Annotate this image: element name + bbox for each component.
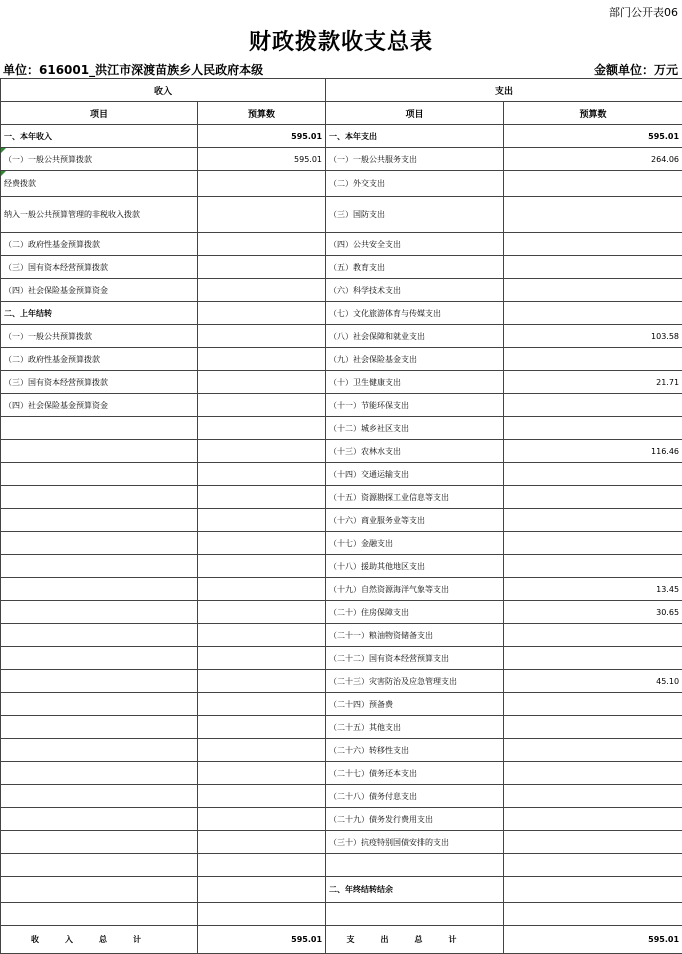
expense-item-cell: （二十七）债务还本支出: [326, 762, 504, 785]
income-item-cell: [1, 417, 198, 440]
expense-item-cell: （十）卫生健康支出: [326, 371, 504, 394]
expense-item-cell: （十九）自然资源海洋气象等支出: [326, 578, 504, 601]
expense-item-cell: 一、本年支出: [326, 125, 504, 148]
income-budget-cell: [198, 785, 326, 808]
expense-item-cell: （十八）援助其他地区支出: [326, 555, 504, 578]
expense-budget-cell: [504, 739, 682, 762]
income-item-cell: [1, 601, 198, 624]
section-header-row: [1, 79, 682, 102]
expense-item-cell: [326, 854, 504, 877]
expense-item-cell: 二、年终结转结余: [326, 877, 504, 903]
expense-item-cell: （二十三）灾害防治及应急管理支出: [326, 670, 504, 693]
income-budget-cell: [198, 486, 326, 509]
income-item-cell: （一）一般公共预算拨款: [1, 325, 198, 348]
income-item-cell: [1, 670, 198, 693]
income-item-header: 项目: [1, 102, 198, 125]
table-row: [1, 417, 682, 440]
income-budget-cell: [198, 831, 326, 854]
table-row: [1, 831, 682, 854]
unit-organization: 单位：616001_洪江市深渡苗族乡人民政府本级: [3, 61, 263, 78]
expense-budget-cell: [504, 785, 682, 808]
income-item-cell: [1, 785, 198, 808]
expense-item-cell: [326, 903, 504, 926]
table-row: [1, 463, 682, 486]
table-row: [1, 693, 682, 716]
income-item-cell: [1, 903, 198, 926]
income-budget-cell: [198, 440, 326, 463]
table-row: [1, 233, 682, 256]
income-item-cell: [1, 555, 198, 578]
expense-budget-cell: 116.46: [504, 440, 682, 463]
income-budget-cell: [198, 716, 326, 739]
table-row: [1, 125, 682, 148]
expense-budget-cell: 45.10: [504, 670, 682, 693]
income-budget-cell: [198, 302, 326, 325]
expense-item-cell: （二十九）债务发行费用支出: [326, 808, 504, 831]
table-row: [1, 279, 682, 302]
expense-budget-cell: [504, 693, 682, 716]
income-budget-cell: [198, 171, 326, 197]
table-row: [1, 785, 682, 808]
expense-budget-cell: [504, 716, 682, 739]
income-budget-cell: [198, 555, 326, 578]
income-budget-cell: [198, 624, 326, 647]
expense-budget-cell: [504, 348, 682, 371]
expense-item-cell: （十三）农林水支出: [326, 440, 504, 463]
income-budget-cell: [198, 371, 326, 394]
unit-money: 金额单位：万元: [594, 61, 678, 78]
expense-budget-header: 预算数: [504, 102, 682, 125]
page-title: 财政拨款收支总表: [0, 25, 682, 56]
expense-section-header: 支出: [326, 79, 682, 102]
expense-budget-cell: [504, 233, 682, 256]
expense-item-cell: （十六）商业服务业等支出: [326, 509, 504, 532]
income-budget-cell: [198, 647, 326, 670]
income-item-cell: （二）政府性基金预算拨款: [1, 348, 198, 371]
expense-item-cell: （三）国防支出: [326, 197, 504, 233]
table-row: [1, 716, 682, 739]
expense-item-header: 项目: [326, 102, 504, 125]
expense-item-cell: （二十二）国有资本经营预算支出: [326, 647, 504, 670]
income-item-cell: [1, 877, 198, 903]
income-item-cell: [1, 463, 198, 486]
table-row: [1, 171, 682, 197]
table-row: [1, 371, 682, 394]
expense-budget-cell: [504, 854, 682, 877]
expense-budget-cell: [504, 509, 682, 532]
income-item-cell: 二、上年结转: [1, 302, 198, 325]
expense-item-cell: （三十）抗疫特别国债安排的支出: [326, 831, 504, 854]
table-row: [1, 197, 682, 233]
income-item-cell: （一）一般公共预算拨款: [1, 148, 198, 171]
table-row: [1, 302, 682, 325]
expense-budget-cell: [504, 624, 682, 647]
expense-budget-cell: 30.65: [504, 601, 682, 624]
expense-budget-cell: [504, 647, 682, 670]
income-item-cell: （四）社会保险基金预算资金: [1, 394, 198, 417]
table-row: [1, 739, 682, 762]
table-row: [1, 348, 682, 371]
table-row: [1, 877, 682, 903]
table-row: [1, 394, 682, 417]
expense-budget-cell: 264.06: [504, 148, 682, 171]
expense-budget-cell: [504, 903, 682, 926]
budget-table: [0, 78, 682, 954]
expense-item-cell: （十一）节能环保支出: [326, 394, 504, 417]
table-row: [1, 762, 682, 785]
totals-row: [1, 926, 682, 954]
expense-item-cell: （六）科学技术支出: [326, 279, 504, 302]
expense-budget-cell: [504, 417, 682, 440]
expense-budget-cell: 21.71: [504, 371, 682, 394]
form-number-label: 部门公开表06: [609, 4, 678, 20]
income-budget-cell: 595.01: [198, 148, 326, 171]
table-row: [1, 486, 682, 509]
expense-budget-cell: 13.45: [504, 578, 682, 601]
expense-budget-cell: [504, 302, 682, 325]
income-budget-cell: [198, 325, 326, 348]
expense-budget-cell: [504, 808, 682, 831]
expense-budget-cell: 103.58: [504, 325, 682, 348]
expense-item-cell: （十二）城乡社区支出: [326, 417, 504, 440]
table-row: [1, 256, 682, 279]
income-item-cell: [1, 624, 198, 647]
expense-budget-cell: [504, 394, 682, 417]
income-budget-cell: [198, 601, 326, 624]
column-header-row: [1, 102, 682, 125]
expense-total-value: 595.01: [504, 926, 682, 954]
income-budget-cell: [198, 256, 326, 279]
income-budget-cell: [198, 693, 326, 716]
expense-item-cell: （七）文化旅游体育与传媒支出: [326, 302, 504, 325]
expense-item-cell: （十五）资源勘探工业信息等支出: [326, 486, 504, 509]
expense-budget-cell: [504, 197, 682, 233]
expense-budget-cell: [504, 831, 682, 854]
table-row: [1, 647, 682, 670]
expense-item-cell: （二十八）债务付息支出: [326, 785, 504, 808]
expense-item-cell: （二十四）预备费: [326, 693, 504, 716]
income-item-cell: [1, 647, 198, 670]
table-row: [1, 555, 682, 578]
income-budget-cell: [198, 762, 326, 785]
expense-budget-cell: [504, 486, 682, 509]
income-item-cell: （三）国有资本经营预算拨款: [1, 256, 198, 279]
income-item-cell: （二）政府性基金预算拨款: [1, 233, 198, 256]
income-budget-cell: [198, 279, 326, 302]
income-budget-cell: [198, 903, 326, 926]
income-item-cell: [1, 693, 198, 716]
income-item-cell: 一、本年收入: [1, 125, 198, 148]
income-item-cell: [1, 509, 198, 532]
income-budget-cell: [198, 417, 326, 440]
income-item-cell: 经费拨款: [1, 171, 198, 197]
income-item-cell: [1, 532, 198, 555]
income-item-cell: 纳入一般公共预算管理的非税收入拨款: [1, 197, 198, 233]
income-item-cell: [1, 831, 198, 854]
expense-item-cell: （二十一）粮油物资储备支出: [326, 624, 504, 647]
income-budget-cell: [198, 877, 326, 903]
expense-budget-cell: [504, 532, 682, 555]
table-row: [1, 670, 682, 693]
income-item-cell: [1, 808, 198, 831]
expense-item-cell: （二十）住房保障支出: [326, 601, 504, 624]
income-budget-cell: [198, 739, 326, 762]
income-item-cell: [1, 486, 198, 509]
income-item-cell: （四）社会保险基金预算资金: [1, 279, 198, 302]
income-budget-cell: [198, 532, 326, 555]
income-budget-cell: [198, 670, 326, 693]
income-item-cell: （三）国有资本经营预算拨款: [1, 371, 198, 394]
income-item-cell: [1, 440, 198, 463]
income-item-cell: [1, 578, 198, 601]
expense-item-cell: （四）公共安全支出: [326, 233, 504, 256]
expense-budget-cell: [504, 279, 682, 302]
table-row: [1, 808, 682, 831]
income-item-cell: [1, 716, 198, 739]
income-budget-cell: [198, 233, 326, 256]
income-budget-cell: [198, 394, 326, 417]
expense-item-cell: （二十六）转移性支出: [326, 739, 504, 762]
table-row: [1, 440, 682, 463]
expense-budget-cell: [504, 762, 682, 785]
table-row: [1, 854, 682, 877]
expense-item-cell: （二）外交支出: [326, 171, 504, 197]
table-row: [1, 148, 682, 171]
income-budget-cell: [198, 509, 326, 532]
expense-budget-cell: 595.01: [504, 125, 682, 148]
expense-item-cell: （九）社会保险基金支出: [326, 348, 504, 371]
table-row: [1, 325, 682, 348]
income-budget-cell: [198, 578, 326, 601]
expense-budget-cell: [504, 256, 682, 279]
income-item-cell: [1, 762, 198, 785]
income-budget-header: 预算数: [198, 102, 326, 125]
income-budget-cell: 595.01: [198, 125, 326, 148]
income-budget-cell: [198, 348, 326, 371]
table-row: [1, 624, 682, 647]
expense-budget-cell: [504, 555, 682, 578]
income-budget-cell: [198, 463, 326, 486]
expense-budget-cell: [504, 463, 682, 486]
table-row: [1, 578, 682, 601]
expense-item-cell: （五）教育支出: [326, 256, 504, 279]
expense-item-cell: （十四）交通运输支出: [326, 463, 504, 486]
expense-total-label: 支出总计: [326, 926, 504, 954]
expense-item-cell: （八）社会保障和就业支出: [326, 325, 504, 348]
expense-item-cell: （二十五）其他支出: [326, 716, 504, 739]
expense-budget-cell: [504, 877, 682, 903]
table-row: [1, 509, 682, 532]
table-row: [1, 601, 682, 624]
table-row: [1, 903, 682, 926]
expense-item-cell: （十七）金融支出: [326, 532, 504, 555]
income-item-cell: [1, 854, 198, 877]
expense-budget-cell: [504, 171, 682, 197]
income-item-cell: [1, 739, 198, 762]
income-budget-cell: [198, 808, 326, 831]
income-total-value: 595.01: [198, 926, 326, 954]
income-total-label: 收入总计: [1, 926, 198, 954]
income-budget-cell: [198, 854, 326, 877]
expense-item-cell: （一）一般公共服务支出: [326, 148, 504, 171]
income-section-header: 收入: [1, 79, 326, 102]
income-budget-cell: [198, 197, 326, 233]
table-row: [1, 532, 682, 555]
